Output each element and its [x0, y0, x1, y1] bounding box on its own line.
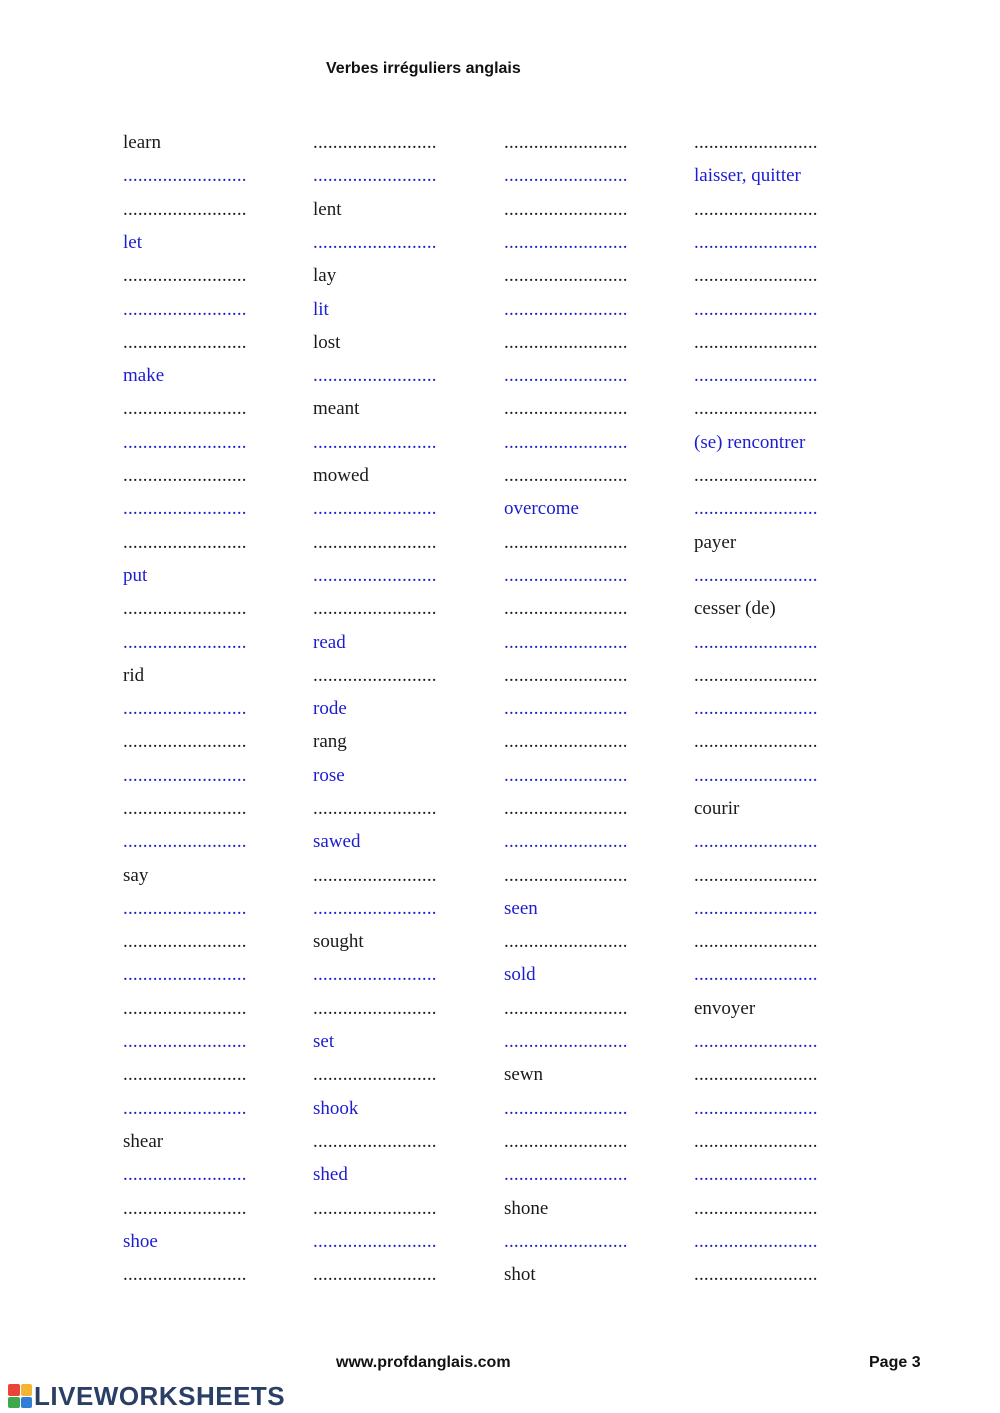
- translation-blank[interactable]: .........................: [694, 731, 818, 752]
- past-participle-blank[interactable]: .........................: [504, 798, 628, 819]
- infinitive-blank[interactable]: .........................: [123, 632, 247, 653]
- past-word: lent: [313, 199, 342, 220]
- past-participle-blank[interactable]: .........................: [504, 931, 628, 952]
- translation-blank[interactable]: .........................: [694, 831, 818, 852]
- translation-blank[interactable]: .........................: [694, 1264, 818, 1285]
- translation-blank[interactable]: .........................: [694, 665, 818, 686]
- translation-word: cesser (de): [694, 598, 776, 619]
- past-participle-blank[interactable]: .........................: [504, 665, 628, 686]
- translation-blank[interactable]: .........................: [694, 132, 818, 153]
- page-number: Page 3: [869, 1354, 921, 1371]
- past-participle-blank[interactable]: .........................: [504, 532, 628, 553]
- past-blank[interactable]: .........................: [313, 165, 437, 186]
- infinitive-blank[interactable]: .........................: [123, 931, 247, 952]
- past-participle-blank[interactable]: .........................: [504, 1131, 628, 1152]
- infinitive-blank[interactable]: .........................: [123, 532, 247, 553]
- logo-block: [21, 1384, 33, 1396]
- past-participle-word: overcome: [504, 498, 579, 519]
- past-participle-blank[interactable]: .........................: [504, 365, 628, 386]
- translation-word: envoyer: [694, 998, 756, 1019]
- liveworksheets-logo: [8, 1382, 285, 1410]
- translation-blank[interactable]: .........................: [694, 1231, 818, 1252]
- translation-word: (se) rencontrer: [694, 432, 806, 453]
- past-blank[interactable]: .........................: [313, 532, 437, 553]
- past-word: sought: [313, 931, 364, 952]
- past-word: set: [313, 1031, 335, 1052]
- past-participle-blank[interactable]: .........................: [504, 299, 628, 320]
- past-participle-word: shone: [504, 1198, 549, 1219]
- translation-blank[interactable]: .........................: [694, 498, 818, 519]
- past-word: sawed: [313, 831, 361, 852]
- past-participle-blank[interactable]: .........................: [504, 432, 628, 453]
- translation-blank[interactable]: .........................: [694, 1131, 818, 1152]
- translation-blank[interactable]: .........................: [694, 1164, 818, 1185]
- past-word: meant: [313, 398, 360, 419]
- past-participle-blank[interactable]: .........................: [504, 1231, 628, 1252]
- translation-blank[interactable]: .........................: [694, 565, 818, 586]
- past-blank[interactable]: .........................: [313, 365, 437, 386]
- past-word: rode: [313, 698, 347, 719]
- infinitive-blank[interactable]: .........................: [123, 199, 247, 220]
- footer-url: www.profdanglais.com: [336, 1354, 511, 1371]
- past-blank[interactable]: .........................: [313, 1264, 437, 1285]
- past-word: rose: [313, 765, 345, 786]
- past-blank[interactable]: .........................: [313, 132, 437, 153]
- past-blank[interactable]: .........................: [313, 998, 437, 1019]
- past-blank[interactable]: .........................: [313, 1198, 437, 1219]
- infinitive-blank[interactable]: .........................: [123, 1264, 247, 1285]
- past-participle-blank[interactable]: .........................: [504, 598, 628, 619]
- translation-blank[interactable]: .........................: [694, 898, 818, 919]
- infinitive-word: learn: [123, 132, 161, 153]
- translation-blank[interactable]: .........................: [694, 199, 818, 220]
- past-participle-blank[interactable]: .........................: [504, 1164, 628, 1185]
- translation-blank[interactable]: .........................: [694, 1064, 818, 1085]
- past-participle-blank[interactable]: .........................: [504, 1031, 628, 1052]
- infinitive-blank[interactable]: .........................: [123, 1031, 247, 1052]
- past-blank[interactable]: .........................: [313, 232, 437, 253]
- translation-blank[interactable]: .........................: [694, 964, 818, 985]
- translation-word: courir: [694, 798, 740, 819]
- infinitive-blank[interactable]: .........................: [123, 798, 247, 819]
- translation-blank[interactable]: .........................: [694, 1198, 818, 1219]
- translation-blank[interactable]: .........................: [694, 698, 818, 719]
- past-word: rang: [313, 731, 347, 752]
- past-blank[interactable]: .........................: [313, 964, 437, 985]
- past-blank[interactable]: .........................: [313, 865, 437, 886]
- infinitive-word: say: [123, 865, 149, 886]
- document-title: Verbes irréguliers anglais: [326, 60, 521, 77]
- past-participle-blank[interactable]: .........................: [504, 1098, 628, 1119]
- past-participle-blank[interactable]: .........................: [504, 232, 628, 253]
- past-participle-blank[interactable]: .........................: [504, 865, 628, 886]
- infinitive-blank[interactable]: .........................: [123, 898, 247, 919]
- past-blank[interactable]: .........................: [313, 1131, 437, 1152]
- past-participle-word: shot: [504, 1264, 536, 1285]
- infinitive-blank[interactable]: .........................: [123, 731, 247, 752]
- infinitive-blank[interactable]: .........................: [123, 165, 247, 186]
- past-word: read: [313, 632, 346, 653]
- logo-block: [21, 1397, 33, 1409]
- infinitive-blank[interactable]: .........................: [123, 831, 247, 852]
- past-participle-blank[interactable]: .........................: [504, 698, 628, 719]
- liveworksheets-wordmark: LIVEWORKSHEETS: [34, 1380, 286, 1411]
- logo-block: [8, 1384, 20, 1396]
- infinitive-blank[interactable]: .........................: [123, 698, 247, 719]
- translation-word: laisser, quitter: [694, 165, 801, 186]
- past-participle-blank[interactable]: .........................: [504, 332, 628, 353]
- liveworksheets-logo-icon: [8, 1384, 32, 1408]
- infinitive-blank[interactable]: .........................: [123, 332, 247, 353]
- past-participle-blank[interactable]: .........................: [504, 632, 628, 653]
- infinitive-blank[interactable]: .........................: [123, 432, 247, 453]
- infinitive-word: rid: [123, 665, 145, 686]
- translation-blank[interactable]: .........................: [694, 299, 818, 320]
- infinitive-blank[interactable]: .........................: [123, 1164, 247, 1185]
- translation-blank[interactable]: .........................: [694, 865, 818, 886]
- infinitive-blank[interactable]: .........................: [123, 1064, 247, 1085]
- past-participle-blank[interactable]: .........................: [504, 165, 628, 186]
- translation-blank[interactable]: .........................: [694, 632, 818, 653]
- infinitive-blank[interactable]: .........................: [123, 765, 247, 786]
- translation-blank[interactable]: .........................: [694, 332, 818, 353]
- past-participle-blank[interactable]: .........................: [504, 398, 628, 419]
- infinitive-blank[interactable]: .........................: [123, 1198, 247, 1219]
- past-participle-blank[interactable]: .........................: [504, 731, 628, 752]
- past-participle-blank[interactable]: .........................: [504, 831, 628, 852]
- past-blank[interactable]: .........................: [313, 1231, 437, 1252]
- infinitive-word: make: [123, 365, 165, 386]
- translation-blank[interactable]: .........................: [694, 765, 818, 786]
- past-blank[interactable]: .........................: [313, 1064, 437, 1085]
- past-participle-blank[interactable]: .........................: [504, 132, 628, 153]
- translation-word: payer: [694, 532, 737, 553]
- infinitive-blank[interactable]: .........................: [123, 598, 247, 619]
- past-participle-blank[interactable]: .........................: [504, 465, 628, 486]
- past-participle-word: sold: [504, 964, 536, 985]
- translation-blank[interactable]: .........................: [694, 1098, 818, 1119]
- translation-blank[interactable]: .........................: [694, 232, 818, 253]
- translation-blank[interactable]: .........................: [694, 398, 818, 419]
- past-participle-blank[interactable]: .........................: [504, 765, 628, 786]
- infinitive-blank[interactable]: .........................: [123, 964, 247, 985]
- past-participle-blank[interactable]: .........................: [504, 199, 628, 220]
- infinitive-blank[interactable]: .........................: [123, 465, 247, 486]
- past-participle-word: seen: [504, 898, 538, 919]
- past-blank[interactable]: .........................: [313, 665, 437, 686]
- infinitive-blank[interactable]: .........................: [123, 299, 247, 320]
- past-word: lit: [313, 299, 329, 320]
- past-word: mowed: [313, 465, 369, 486]
- translation-blank[interactable]: .........................: [694, 465, 818, 486]
- past-blank[interactable]: .........................: [313, 432, 437, 453]
- past-blank[interactable]: .........................: [313, 898, 437, 919]
- past-blank[interactable]: .........................: [313, 798, 437, 819]
- past-blank[interactable]: .........................: [313, 565, 437, 586]
- infinitive-blank[interactable]: .........................: [123, 998, 247, 1019]
- infinitive-word: let: [123, 232, 142, 253]
- translation-blank[interactable]: .........................: [694, 265, 818, 286]
- logo-block: [8, 1397, 20, 1409]
- past-word: shed: [313, 1164, 348, 1185]
- past-participle-blank[interactable]: .........................: [504, 265, 628, 286]
- infinitive-word: shoe: [123, 1231, 158, 1252]
- translation-blank[interactable]: .........................: [694, 365, 818, 386]
- infinitive-blank[interactable]: .........................: [123, 265, 247, 286]
- past-word: lost: [313, 332, 341, 353]
- infinitive-blank[interactable]: .........................: [123, 498, 247, 519]
- past-blank[interactable]: .........................: [313, 498, 437, 519]
- past-participle-blank[interactable]: .........................: [504, 998, 628, 1019]
- infinitive-blank[interactable]: .........................: [123, 1098, 247, 1119]
- past-word: lay: [313, 265, 337, 286]
- infinitive-word: shear: [123, 1131, 164, 1152]
- infinitive-blank[interactable]: .........................: [123, 398, 247, 419]
- past-blank[interactable]: .........................: [313, 598, 437, 619]
- translation-blank[interactable]: .........................: [694, 1031, 818, 1052]
- infinitive-word: put: [123, 565, 148, 586]
- past-participle-blank[interactable]: .........................: [504, 565, 628, 586]
- translation-blank[interactable]: .........................: [694, 931, 818, 952]
- past-word: shook: [313, 1098, 359, 1119]
- past-participle-word: sewn: [504, 1064, 544, 1085]
